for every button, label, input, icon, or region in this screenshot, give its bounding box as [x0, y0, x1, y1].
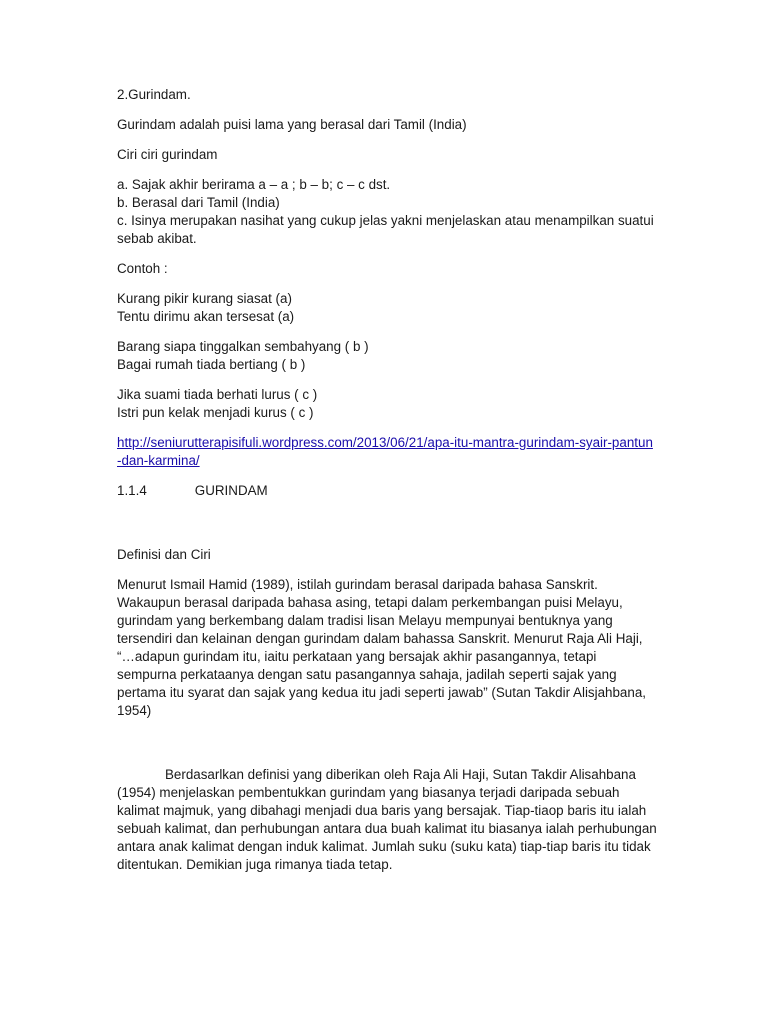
stanza [117, 338, 657, 374]
source-link-line [117, 434, 657, 470]
ciri-list [117, 176, 657, 248]
source-link[interactable]: http://seniurutterapisifuli.wordpress.com/2013/06/21/apa-itu-mantra-gurindam-syair-pantun-dan-karmina/ [117, 435, 653, 468]
intro-text: Gurindam adalah puisi lama yang berasal dari Tamil (India) [117, 117, 467, 132]
poem-line: Istri pun kelak menjadi kurus ( c ) [117, 405, 314, 420]
poem-line: Kurang pikir kurang siasat (a) [117, 291, 292, 306]
ciri-item: c. Isinya merupakan nasihat yang cukup jelas yakni menjelaskan atau menampilkan suatui sebab akibat. [117, 213, 654, 246]
stanza [117, 290, 657, 326]
poem-line: Jika suami tiada berhati lurus ( c ) [117, 387, 318, 402]
ciri-item: a. Sajak akhir berirama a – a ; b – b; c – c dst. [117, 177, 391, 192]
contoh-label: Contoh : [117, 261, 168, 276]
paragraph: Berdasarlkan definisi yang diberikan oleh Raja Ali Haji, Sutan Takdir Alisahbana (1954) menjelaskan pembentukkan gurindam yang biasanya terjadi daripada sebuah kalimat majmuk, yang dibahagi menjadi dua baris yang bersajak. Tiap-tiaop baris itu ialah sebuah kalimat, dan perhubungan antara dua buah kalimat itu biasanya ialah perhubungan antara anak kalimat dengan induk kalimat. Jumlah suku (suku kata) tiap-tiap baris itu tidak ditentukan. Demikian juga rimanya tiada tetap. [117, 767, 657, 872]
ciri-item: b. Berasal dari Tamil (India) [117, 195, 280, 210]
poem-line: Tentu dirimu akan tersesat (a) [117, 309, 295, 324]
section-number: 1.1.4 [117, 483, 147, 498]
document-body [117, 86, 657, 874]
ciri-title: Ciri ciri gurindam [117, 147, 218, 162]
definisi-title: Definisi dan Ciri [117, 547, 211, 562]
stanza [117, 386, 657, 422]
section-heading [117, 482, 657, 500]
heading: 2.Gurindam. [117, 87, 191, 102]
poem-line: Barang siapa tinggalkan sembahyang ( b ) [117, 339, 369, 354]
paragraph: Menurut Ismail Hamid (1989), istilah gurindam berasal daripada bahasa Sanskrit. Wakaupun berasal daripada bahasa asing, tetapi dalam perkembangan puisi Melayu, gurindam yang berkembang dalam tradisi lisan Melayu mempunyai bentuknya yang tersendiri dan kelainan dengan gurindam dalam bahassa Sanskrit. Menurut Raja Ali Haji, “…adapun gurindam itu, iaitu perkataan yang bersajak akhir pasangannya, tetapi sempurna perkataanya dengan satu pasangannya sahaja, jadilah seperti sajak yang pertama itu syarat dan sajak yang kedua itu jadi seperti jawab” (Sutan Takdir Alisjahbana, 1954) [117, 577, 646, 718]
poem-line: Bagai rumah tiada bertiang ( b ) [117, 357, 306, 372]
section-title: GURINDAM [194, 483, 268, 498]
